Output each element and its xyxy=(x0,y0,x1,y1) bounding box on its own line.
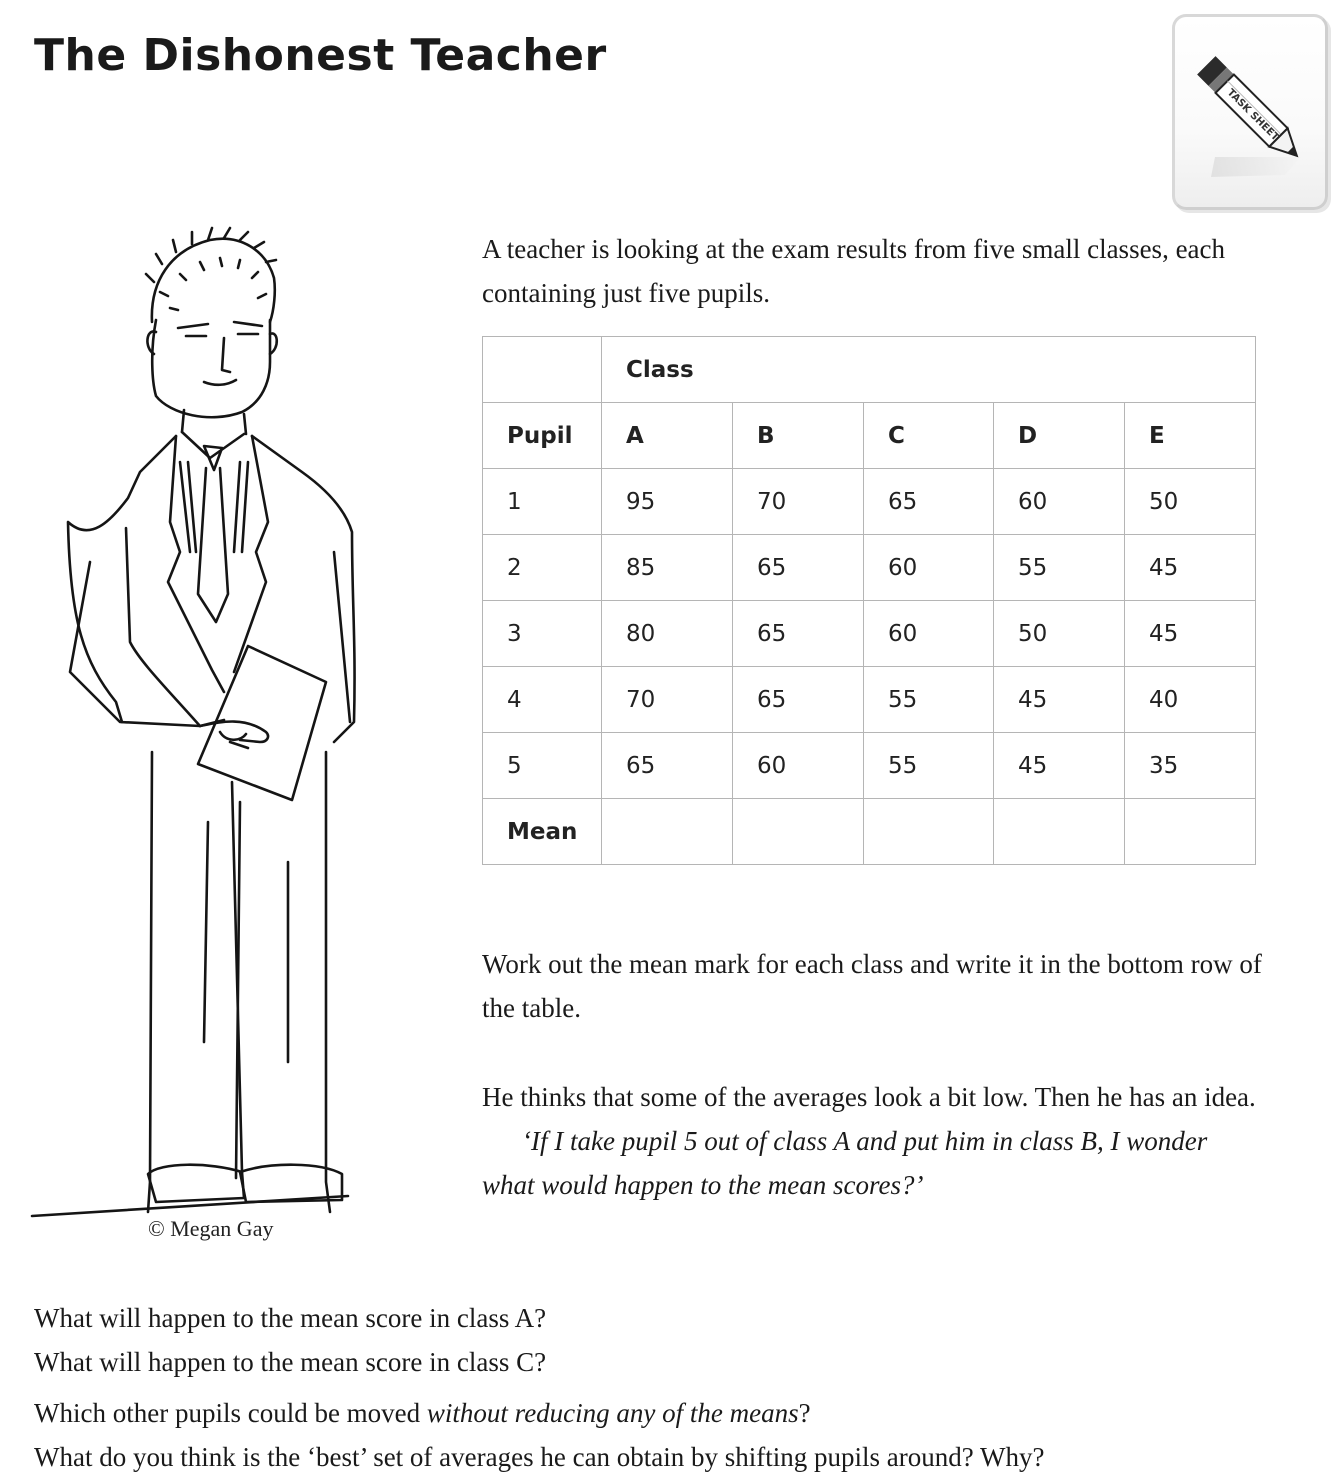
score-cell: 45 xyxy=(1125,601,1256,667)
table-row xyxy=(483,601,1256,667)
score-cell: 50 xyxy=(994,601,1125,667)
story-block xyxy=(482,1075,1262,1207)
score-cell: 55 xyxy=(864,733,994,799)
table-column-header-row xyxy=(483,403,1256,469)
mean-row xyxy=(483,799,1256,865)
badge-label: TASK SHEET xyxy=(1224,87,1281,144)
score-cell: 70 xyxy=(602,667,733,733)
table-row xyxy=(483,667,1256,733)
score-cell: 60 xyxy=(864,601,994,667)
question-2: What will happen to the mean score in class C? xyxy=(34,1347,547,1377)
score-cell: 45 xyxy=(994,733,1125,799)
intro-text: A teacher is looking at the exam results from five small classes, each containing just five pupils. xyxy=(482,234,1226,308)
score-cell: 95 xyxy=(602,469,733,535)
pupil-number: 1 xyxy=(483,469,602,535)
mean-label: Mean xyxy=(483,799,602,865)
task-sheet-badge xyxy=(1172,14,1328,210)
table-row xyxy=(483,733,1256,799)
pupil-number: 5 xyxy=(483,733,602,799)
question-3-emphasis: without reducing any of the means xyxy=(426,1398,799,1428)
question-3 xyxy=(34,1391,811,1435)
question-3-suffix: ? xyxy=(798,1398,811,1428)
results-table xyxy=(482,336,1256,865)
pupil-header: Pupil xyxy=(483,403,602,469)
score-cell: 65 xyxy=(733,667,864,733)
column-header: D xyxy=(994,403,1125,469)
column-header: A xyxy=(602,403,733,469)
mean-answer-cell[interactable] xyxy=(733,799,864,865)
mean-answer-cell[interactable] xyxy=(994,799,1125,865)
table-row xyxy=(483,535,1256,601)
score-cell: 55 xyxy=(994,535,1125,601)
score-cell: 40 xyxy=(1125,667,1256,733)
score-cell: 45 xyxy=(994,667,1125,733)
page-title: The Dishonest Teacher xyxy=(34,30,607,81)
teacher-quote: ‘If I take pupil 5 out of class A and put him in class B, I wonder what would happen to the mean scores?’ xyxy=(482,1126,1208,1200)
mean-answer-cell[interactable] xyxy=(602,799,733,865)
pupil-number: 2 xyxy=(483,535,602,601)
class-group-header: Class xyxy=(602,337,1256,403)
table-row xyxy=(483,469,1256,535)
pupil-number: 3 xyxy=(483,601,602,667)
column-header: C xyxy=(864,403,994,469)
instruction-text: Work out the mean mark for each class and write it in the bottom row of the table. xyxy=(482,949,1262,1023)
table-corner-cell xyxy=(483,337,602,403)
score-cell: 80 xyxy=(602,601,733,667)
score-cell: 55 xyxy=(864,667,994,733)
mean-answer-cell[interactable] xyxy=(864,799,994,865)
pupil-number: 4 xyxy=(483,667,602,733)
score-cell: 35 xyxy=(1125,733,1256,799)
pencil-icon xyxy=(1175,17,1331,213)
column-header: E xyxy=(1125,403,1256,469)
score-cell: 60 xyxy=(864,535,994,601)
score-cell: 60 xyxy=(733,733,864,799)
score-cell: 50 xyxy=(1125,469,1256,535)
score-cell: 70 xyxy=(733,469,864,535)
score-cell: 60 xyxy=(994,469,1125,535)
story-text: He thinks that some of the averages look a bit low. Then he has an idea. xyxy=(482,1082,1256,1112)
score-cell: 45 xyxy=(1125,535,1256,601)
illustration-credit: © Megan Gay xyxy=(148,1216,274,1241)
question-3-prefix: Which other pupils could be moved xyxy=(34,1398,427,1428)
table-header-row xyxy=(483,337,1256,403)
score-cell: 65 xyxy=(602,733,733,799)
score-cell: 65 xyxy=(733,601,864,667)
score-cell: 65 xyxy=(864,469,994,535)
teacher-illustration xyxy=(30,222,430,1232)
score-cell: 65 xyxy=(733,535,864,601)
column-header: B xyxy=(733,403,864,469)
question-4: What do you think is the ‘best’ set of averages he can obtain by shifting pupils around? Why? xyxy=(34,1442,1045,1472)
score-cell: 85 xyxy=(602,535,733,601)
question-1: What will happen to the mean score in class A? xyxy=(34,1303,547,1333)
mean-answer-cell[interactable] xyxy=(1125,799,1256,865)
